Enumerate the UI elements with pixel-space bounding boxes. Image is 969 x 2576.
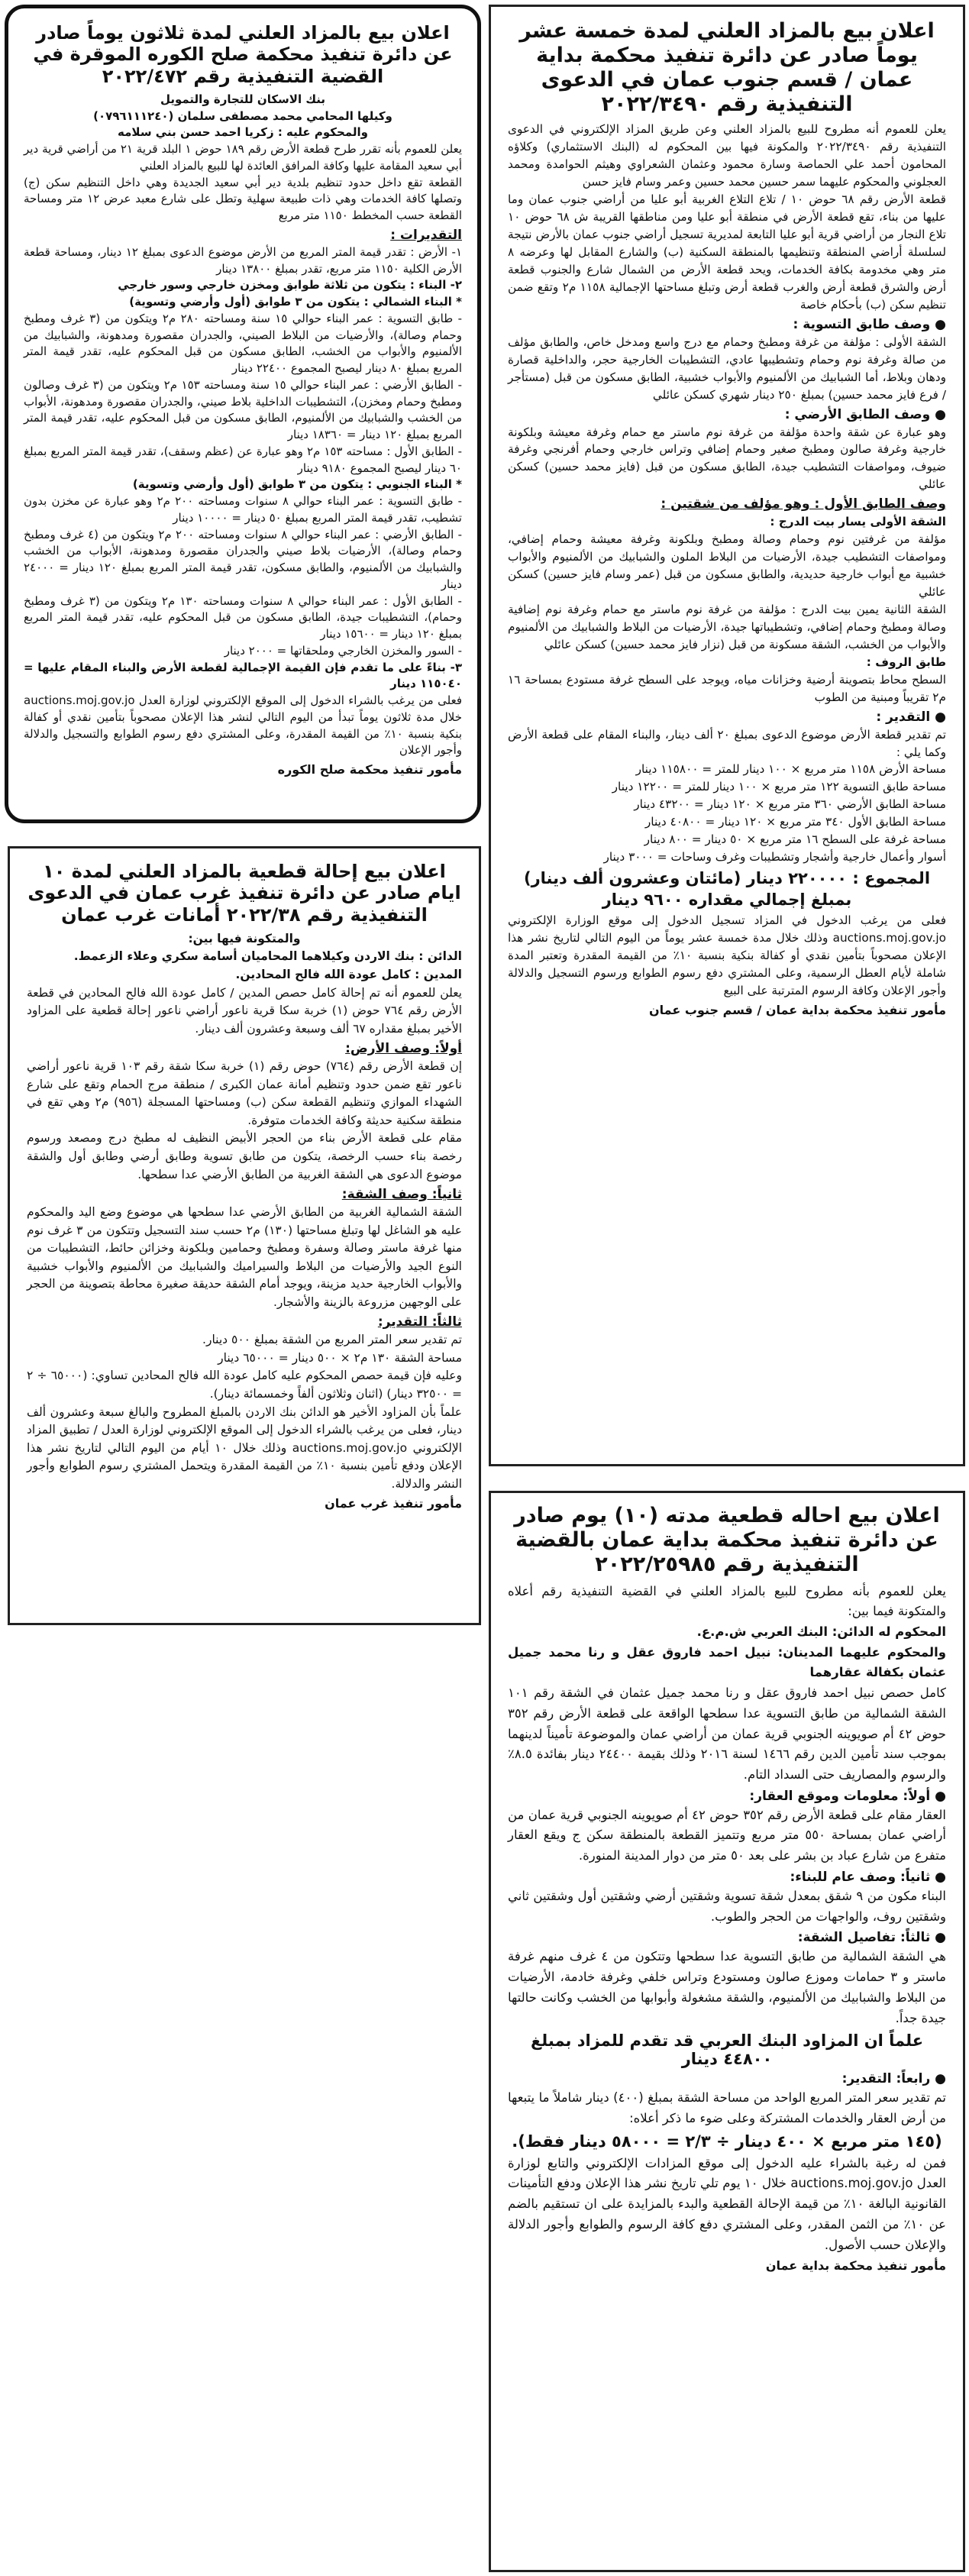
- calc-line: مساحة الطابق الأرضي ٣٦٠ متر مربع × ١٢٠ دينار = ٤٣٢٠٠ دينار: [634, 797, 946, 812]
- debtor-name: والمحكوم عليه : زكريا احمد حسن بني سلامه: [118, 125, 368, 140]
- signature: مأمور تنفيذ محكمة صلح الكوره: [277, 762, 462, 777]
- calc-line: مساحة الطابق الأول ٣٤٠ متر مربع × ١٢٠ دينار = ٤٠٨٠٠ دينار: [644, 815, 946, 829]
- auction-notice-amman-referral: [489, 1491, 965, 2572]
- section-heading: ● أولاً: معلومات وموقع العقار:: [749, 1788, 946, 1804]
- section-heading: ● التقدير :: [876, 709, 946, 725]
- notice-title: اعلان بيع بالمزاد العلني لمدة خمسة عشر يوماً صادر عن دائرة تنفيذ محكمة بداية عمان / قسم جنوب عمان في الدعوى التنفيذية رقم ٢٠٢٢/٣٤٩٠: [519, 19, 935, 116]
- notice-intro: يعلن للعموم بأنه مطروح للبيع بالمزاد العلني في القضية التنفيذية رقم أعلاه والمتكونة فيما بين:: [508, 1583, 946, 1619]
- estimate-item: * البناء الشمالي : يتكون من ٣ طوابق (أول وأرضي وتسوية): [129, 295, 462, 309]
- building-description: مقام على قطعة الأرض بناء من الحجر الأبيض النظيف له مطبخ درج ومصعد ورسوم رخصة بناء حسب الرخصة، يتكون من طابق تسوية وطابق أرضي وطابق أول والشقة موضوع الدعوى هي الشقة الغربية من الطابق الأرضي عدا سطحها.: [27, 1131, 462, 1181]
- estimate-item: ١- الأرض : تقدر قيمة المتر المربع من الأرض موضوع الدعوى بمبلغ ١٢ دينار، ومساحة قطعة الأرض الكلية ١١٥٠ متر مربع، تقدر بمبلغ ١٣٨٠٠ دينار: [24, 244, 463, 276]
- notice-title: اعلان بيع احاله قطعية مدته (١٠) يوم صادر عن دائرة تنفيذ محكمة بداية عمان بالقضية التنفيذية رقم ٢٠٢٢/٢٥٩٨٥: [514, 1504, 940, 1576]
- land-description: إن قطعة الأرض رقم (٧٦٤) حوض رقم (١) خربة سكا شقة رقم ١٠٣ قرية ناعور أراضي ناعور تقع ضمن حدود وتنظيم أمانة عمان الكبرى / منطقة مرج الحمام وتقع على شارع الشهداء الموازي وتنظيم القطعة سكن (ب) ومساحتها المسجلة (٩٥٦) م٢ وهي تقع في منطقة سكنية حديثة وكافة الخدمات متوفرة.: [27, 1059, 463, 1127]
- notice-title: اعلان بيع إحالة قطعية بالمزاد العلني لمدة ١٠ ايام صادر عن دائرة تنفيذ غرب عمان في الدعوى التنفيذية رقم ٢٠٢٢/٣٨ أمانات غرب عمان: [27, 861, 461, 926]
- estimate-text: تم تقدير سعر المتر المربع الواحد من مساحة الشقة بمبلغ (٤٠٠) دينار شاملاً ما يتبعها من أرض العقار والخدمات المشتركة وعلى ضوء ما ذكر أعلاه:: [508, 2090, 946, 2125]
- closing-text: فعلى من يرغب بالشراء الدخول إلى الموقع الإلكتروني لوزارة العدل auctions.moj.gov.jo خلال مدة ثلاثون يوماً تبدأ من اليوم التالي لنشر هذا الإعلان مصحوباً بتأمين نقدي أو كفالة بنكية بنسبة ١٠٪ من القيمة المقدرة، وعلى المشتري دفع رسوم الطوابع والتسجيل والدلالة وأجور الإعلان: [24, 693, 462, 758]
- section-heading: ثالثاً: التقدير:: [377, 1314, 462, 1330]
- section-heading: ● وصف طابق التسوية :: [793, 316, 946, 332]
- sub-heading: الشقة الأولى يسار بيت الدرج :: [770, 515, 946, 529]
- plot-description: قطعة الأرض رقم ٦٨ حوض ١٠ / تلاع التلاع الغربية أبو عليا من أراضي جنوب عمان وما عليها من بناء، تقع قطعة الأرض في منطقة أبو عليا ومن مناطقها القريبة ش ٦٨ حوض ١٠ تلاع النجار من أراضي قرية أبو عليا التابعة لمديرية تسجيل أراضي جنوب عمان بالأرض نتيجة لسلسلة أراضي المنطقة وتنظيمها بالمنطقة السكنية (ب) والشارع المقابل لها وعرضه ٨ متر وهي مخدومة بكافة الخدمات، ويحد قطعة الأرض من الشمال شارع والجنوب قطعة أرض والشرق قطعة أرض والغرب قطعة أرض وتبلغ مساحتها الإجمالية ١١٥٨ م٢ وتقع ضمن تنظيم سكن (ب) بأحكام خاصة: [508, 192, 946, 312]
- calc-line: مساحة الأرض ١١٥٨ متر مربع × ١٠٠ دينار للمتر = ١١٥٨٠٠ دينار: [635, 762, 946, 777]
- debtor-name: المدين : كامل عودة الله فالح المحادين.: [235, 968, 462, 982]
- sub-title: والمتكونة فيها بين:: [188, 931, 301, 945]
- creditor-name: بنك الاسكان للتجارة والتمويل: [160, 92, 326, 106]
- estimate-item: - الطابق الأرضي : عمر البناء حوالي ١٥ سنة ومساحته ١٥٣ م٢ ويتكون من (٣ غرف وصالون ومطبخ وحمام ومخزن)، التشطيبات الداخلية بلاط صيني، والجدران مقصورة ومدهونة، الأبواب من الخشب والشبابيك من الألمنيوم، الطابق مسكون من قبل المحكوم عليه، تقدر قيمة المتر المربع بمبلغ ١٢٠ دينار = ١٨٣٦٠ دينار: [24, 377, 463, 442]
- calc-line: مساحة غرفة على السطح ١٦ متر مربع × ٥٠ دينار = ٨٠٠ دينار: [644, 832, 946, 847]
- estimate-item: - طابق التسوية : عمر البناء حوالي ٨ سنوات ومساحته ٢٠٠ م٢ وهو عبارة عن مخزن بدون تشطيب، تقدر قيمة المتر المربع بمبلغ ٥٠ دينار = ١٠٠٠٠ دينار: [24, 494, 462, 525]
- flat-description: هي الشقة الشمالية من طابق التسوية عدا سطحها وتتكون من ٤ غرف منهم غرفة ماستر و ٣ حمامات وموزع صالون ومستودع وتراس خلفي وغرفة خادمة، الأرضيات من البلاط والشبابيك من الألمنيوم، والشقة مشغولة وأبوابها من الخشب وكانت حالتها جيدة جداً.: [508, 1949, 946, 2025]
- estimate-item: ٢- البناء : يتكون من ثلاثة طوابق ومخزن خارجي وسور خارجي: [118, 278, 462, 293]
- estimate-formula: (١٤٥ متر مربع × ٤٠٠ دينار ÷ ٢/٣ = ٥٨٠٠٠ دينار فقط).: [512, 2132, 942, 2151]
- debtor-names: والمحكوم عليهما المدينان: نبيل احمد فاروق عقل و رنا محمد جميل عثمان بكفالة عقارهما: [508, 1644, 946, 1680]
- estimate-item: - الطابق الأول : عمر البناء حوالي ٨ سنوات ومساحته ١٣٠ م٢ ويتكون من (٣ غرف ومطبخ وحمام)، التشطيبات جيدة، الطابق مسكون من قبل المحكوم عليه، تقدر قيمة المتر المربع بمبلغ ١٢٠ دينار = ١٥٦٠٠ دينار: [24, 593, 462, 642]
- section-heading: التقديرات :: [390, 227, 462, 243]
- signature: مأمور تنفيذ غرب عمان: [325, 1496, 462, 1511]
- calc-line: مساحة الشقة ١٣٠ م٢ × ٥٠٠ دينار = ٦٥٠٠٠ دينار: [218, 1350, 462, 1365]
- auction-notice-koura: [5, 5, 481, 823]
- property-info: العقار مقام على قطعة الأرض رقم ٣٥٢ حوض ٤٢ أم صويوينه الجنوبي قرية عمان من أراضي عمان بمساحة ٥٥٠ متر مربع وتتميز القطعة بالمنطقة سكن ج ويقع العقار متفرع من شارع عباد بن بشر على بعد ٥٠ متر من دوار المدينة المنورة.: [508, 1807, 946, 1863]
- section-heading: ثانياً: وصف الشقة:: [341, 1187, 462, 1203]
- total-amount: المجموع : ٢٢٠٠٠٠ دينار (مائتان وعشرون ألف دينار): [523, 869, 931, 888]
- section-heading: ● ثالثاً: تفاصيل الشقة:: [797, 1930, 946, 1946]
- signature: مأمور تنفيذ محكمة بداية عمان / قسم جنوب عمان: [648, 1002, 946, 1017]
- roof-description: السطح محاط بتصوينة أرضية وخزانات مياه، ويوجد على السطح غرفة مستودع بمساحة ١٦ م٢ تقريباً ومبنية من الطوب: [508, 672, 946, 704]
- section-heading: ● رابعاً: التقدير:: [841, 2071, 946, 2087]
- bid-highlight: علماً ان المزاود البنك العربي قد تقدم للمزاد بمبلغ ٤٤٨٠٠ دينار: [530, 2031, 924, 2069]
- section-heading: ● ثانياً: وصف عام للبناء:: [790, 1869, 946, 1885]
- calc-line: تم تقدير سعر المتر المربع من الشقة بمبلغ ٥٠٠ دينار.: [202, 1333, 462, 1347]
- estimate-item: - الطابق الأرضي : عمر البناء حوالي ٨ سنوات ومساحته ٢٠٠ م٢ ويتكون من (٤ غرف ومطبخ وحمام وصالة)، الأرضيات بلاط صيني والجدران مقصورة ومدهونة، الأبواب من الخشب والشبابيك من الألمنيوم، والطابق مسكون، تقدر قيمة المتر المربع بمبلغ ١٢٠ دينار = ٢٤٠٠٠ دينار: [24, 527, 462, 591]
- building-description: البناء مكون من ٩ شقق بمعدل شقة تسوية وشقتين أرضي وشقتين أول وشقتين ثاني وشقتين روف، والواجهات من الحجر والطوب.: [508, 1888, 946, 1924]
- notice-intro: يعلن للعموم بأنه تقرر طرح قطعة الأرض رقم ١٨٩ حوض ١ البلد قرية ٢١ من أراضي قرية دير أبي سعيد المقامة عليها وكافة المرافق العائدة لها للبيع بالمزاد العلني: [24, 142, 463, 173]
- notice-intro: يعلن للعموم أنه مطروح للبيع بالمزاد العلني وعن طريق المزاد الإلكتروني في الدعوى التنفيذية رقم ٢٠٢٢/٣٤٩٠ والمكونة فيها بين المحكوم له (البنك الاستثماري) وكلاؤه المحامون أحمد علي الحماصة وسارة محمود وعثمان الشعراوي وهيثم الحوامدة ومحمد العجلوني والمحكوم عليهما سمر حسين محمد حسين وعمر وسام فايز حسن: [508, 122, 946, 189]
- calc-line: وعليه فإن قيمة حصص المحكوم عليه كامل عودة الله فالح المحادين تساوي: (٦٥٠٠٠ ÷ ٢ = ٣٢٥٠٠ دينار) (اثنان وثلاثون ألفاً وخمسمائة دينار).: [27, 1369, 463, 1401]
- calc-line: أسوار وأعمال خارجية وأشجار وتشطيبات وغرف وساحات = ٣٠٠٠ دينار: [603, 850, 946, 865]
- first-floor-flat-a: مؤلفة من غرفتين نوم وحمام وصالة ومطبخ وبلكونة وغرفة معيشة وحمام إضافي، ومواصفات التشطيب جيدة، الأرضيات من البلاط الملون والشبابيك من الألمنيوم والأبواب خشبية مع أبواب خارجية حديدية، والطابق مسكون من قبل (عمر وسام فايز حسين) كسكن عائلي: [508, 532, 946, 599]
- deposit-amount: بمبلغ إجمالي مقداره ٩٦٠٠ دينار: [602, 890, 852, 910]
- creditor-lawyer: وكيلها المحامي محمد مصطفى سلمان (٠٧٩٦١١١٢٤٠): [93, 108, 392, 123]
- first-floor-flat-b: الشقة الثانية يمين بيت الدرج : مؤلفة من غرفة نوم ماستر مع حمام وغرفة نوم إضافية وصالة ومطبخ وحمام إضافي، وتشطيباتها جيدة، الأرضيات من البلاط والشبابيك من الألمنيوم والأبواب من الخشب، الشقة مسكونة من قبل (نزار فايز محمد حسين) كسكن عائلي: [508, 602, 946, 651]
- calc-line: مساحة طابق التسوية ١٢٢ متر مربع × ١٠٠ دينار للمتر = ١٢٢٠٠ دينار: [612, 780, 946, 794]
- creditor-name: الدائن : بنك الاردن وكيلاهما المحاميان أسامة سكري وعلاء الزعمط.: [73, 949, 462, 964]
- plot-description: القطعة تقع داخل حدود تنظيم بلدية دير أبي سعيد الجديدة وهي داخل التنظيم سكن (ج) وتصلها كافة الخدمات وهي ذات طبيعة سهلية وتطل على شارع معبد عرض ١٢ متر ومساحة القطعة حسب المخطط ١١٥٠ متر مربع: [24, 175, 462, 223]
- basement-description: الشقة الأولى : مؤلفة من غرفة ومطبخ وحمام مع درج واسع ومدخل خاص، والطابق مؤلف من صالة وغرفة نوم وحمام وتشطيبها عادي، التشطيبات الخارجية حجر، والداخلية قصارة ودهان وبلاط، أما الشبابيك من الألمنيوم والأبواب خشبية، الطابق مسكون من قبل (مستأجر / فرع فايز محمد حسين) بمبلغ ٢٥٠ دينار شهري كسكن عائلي: [508, 335, 946, 402]
- creditor-name: المحكوم له الدائن: البنك العربي ش.م.ع.: [696, 1624, 946, 1640]
- section-heading: ● وصف الطابق الأرضي :: [784, 406, 946, 422]
- estimate-item: - طابق التسوية : عمر البناء حوالي ١٥ سنة ومساحته ٢٨٠ م٢ ويتكون من (٣ غرف ومطبخ وحمام وصالة)، والأرضيات من البلاط الصيني، والجدران مقصورة ومدهونة، والشبابيك من الألمنيوم والأبواب من الخشب، الطابق مسكون من قبل المحكوم عليه، تقدر قيمة المتر المربع بمبلغ ٨٠ دينار ليصبح المجموع ٢٢٤٠٠ دينار: [24, 311, 463, 376]
- auction-notice-west-amman: [8, 846, 481, 1625]
- signature: مأمور تنفيذ محكمة بداية عمان: [765, 2258, 946, 2274]
- flat-description: الشقة الشمالية الغربية من الطابق الأرضي عدا سطحها هي موضوع وضع اليد والمحكوم عليه هو الشاغل لها وتبلغ مساحتها (١٣٠) م٢ حسب سند التسجيل وتتكون من ٣ غرف نوم منها غرفة ماستر وصالة وسفرة ومطبخ وحمامين وبلكونة وخزائن حائط، التشطيبات من النوع الجيد والأرضيات من البلاط والسيراميك والشبابيك من الألمنيوم والأبواب خشبية والأبواب الخارجية حديد مزينة، ويوجد أمام الشقة حديقة صغيرة محاطة بتصوينة من الحجر على الوجهين مزروعة بالزينة والأشجار.: [27, 1205, 462, 1309]
- notice-title: اعلان بيع بالمزاد العلني لمدة ثلاثون يوماً صادر عن دائرة تنفيذ محكمة صلح الكوره الموقرة في القضية التنفيذية رقم ٢٠٢٢/٤٧٢: [33, 22, 453, 87]
- notice-intro: يعلن للعموم أنه تم إحالة كامل حصص المدين / كامل عودة الله فالح المحادين في قطعة الأرض رقم ٧٦٤ حوض (١) خربة سكا قرية ناعور أراضي ناعور إحالة قطعية على المزاود الأخير بمبلغ مقداره ٦٧ ألف وسبعة وعشرون ألف دينار.: [27, 985, 463, 1036]
- property-description: كامل حصص نبيل احمد فاروق عقل و رنا محمد جميل عثمان في الشقة رقم ١٠١ الشقة الشمالية من طابق التسوية عدا سطحها الواقعة على قطعة الأرض رقم ٣٥٢ حوض ٤٢ أم صويوينه الجنوبي قرية عمان من أراضي عمان والموضوعة تأميناً لدينهما بموجب سند تأمين الدين رقم ١٤٦٦ لسنة ٢٠١٦ وذلك بقيمة ٢٤٤٠٠ دينار بفائدة ٨.٥٪ والرسوم والمصاريف حتى السداد التام.: [508, 1686, 947, 1783]
- estimate-item: * البناء الجنوبي : يتكون من ٣ طوابق (أول وأرضي وتسوية): [132, 477, 462, 492]
- estimate-text: تم تقدير قطعة الأرض موضوع الدعوى بمبلغ ٢٠ ألف دينار، والبناء المقام على قطعة الأرض وكما يلي :: [508, 727, 946, 759]
- estimate-item: - السور والمخزن الخارجي وملحقاتها = ٢٠٠٠ دينار: [224, 643, 462, 658]
- auction-notice-south-amman: [489, 5, 965, 1466]
- estimate-item: ٣- بناءً على ما تقدم فإن القيمة الإجمالية لقطعة الأرض والبناء المقام عليها = ١١٥٠٤٠ دينار: [24, 660, 462, 691]
- closing-text: فعلى من يرغب الدخول في المزاد تسجيل الدخول إلى موقع الوزارة الإلكتروني auctions.moj.gov.jo وذلك خلال مدة خمسة عشر يوماً من اليوم التالي لتاريخ نشر هذا الإعلان مصحوباً بتأمين نقدي أو كفالة بنكية بنسبة ١٠٪ من القيمة المقدرة وتعتبر المدة شاملة لأيام العطل الرسمية، وعلى المشتري دفع رسوم الطوابع ورسوم التسجيل والدلالة وأجور الإعلان وكافة الرسوم المترتبة على البيع: [508, 913, 946, 997]
- closing-text: فمن له رغبة بالشراء عليه الدخول إلى موقع المزادات الإلكتروني والتابع لوزارة العدل auctions.moj.gov.jo خلال ١٠ يوم تلي تاريخ نشر هذا الإعلان ودفع التأمينات القانونية البالغة ١٠٪ من قيمة الإحالة القطعية والبدء بالمزايدة على ان تستقيم بالضم عن ١٠٪ من الثمن المقدر، وعلى المشتري دفع كافة الرسوم والطوابع وأجور الدلالة والإعلان حسب الأصول.: [508, 2155, 946, 2252]
- closing-text: علماً بأن المزاود الأخير هو الدائن بنك الاردن بالمبلغ المطروح والبالغ سبعة وعشرون ألف دينار، فعلى من يرغب بالشراء الدخول إلى الموقع الإلكتروني لوزارة العدل / تطبيق المزاد الإلكتروني auctions.moj.gov.jo وذلك خلال ١٠ أيام من اليوم التالي لتاريخ نشر هذا الإعلان ودفع تأمين بنسبة ١٠٪ من القيمة المقدرة ويتحمل المشتري رسوم الطوابع وأجور النشر والدلالة.: [27, 1404, 462, 1491]
- estimate-item: - الطابق الأول : مساحته ١٥٣ م٢ وهو عبارة عن (عظم وسقف)، تقدر قيمة المتر المربع بمبلغ ٦٠ دينار ليصبح المجموع ٩١٨٠ دينار: [24, 444, 463, 475]
- section-heading: أولاً: وصف الأرض:: [345, 1041, 462, 1057]
- sub-heading: طابق الروف :: [866, 655, 946, 669]
- section-heading: وصف الطابق الأول : وهو مؤلف من شقتين :: [661, 496, 946, 512]
- ground-floor-description: وهو عبارة عن شقة واحدة مؤلفة من غرفة نوم ماستر مع حمام وغرفة معيشة وبلكونة خارجية وغرفة صالون ومطبخ صغير وحمام إضافي وتراس خارجي وحمام أفرنجي وغرفة ضيوف، ومواصفات التشطيب جيدة، الطابق مسكون من قبل (فايز محمد حسين) كسكن عائلي: [508, 425, 946, 492]
